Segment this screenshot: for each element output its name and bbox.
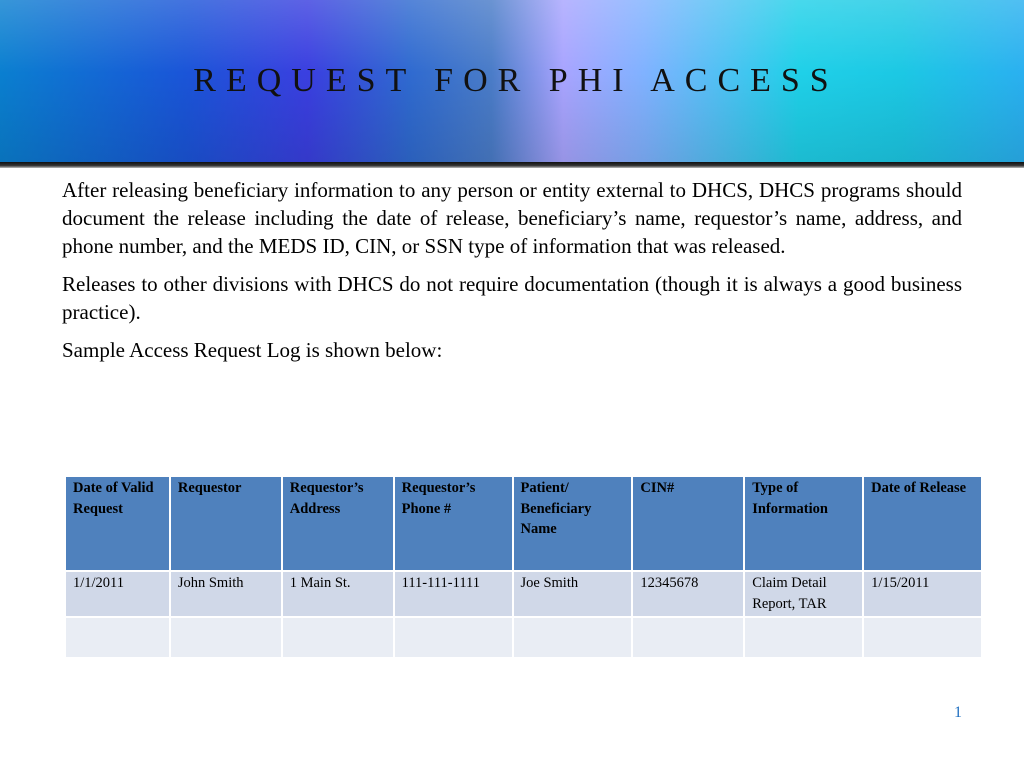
table-cell: [170, 617, 282, 658]
paragraph-sample-log-intro: Sample Access Request Log is shown below:: [62, 338, 443, 362]
table-cell: [66, 617, 170, 658]
body-text: [62, 176, 962, 374]
table-cell: 12345678: [632, 571, 744, 617]
header-requestor-address: Requestor’s Address: [282, 477, 394, 571]
table-cell: [394, 617, 513, 658]
table-cell: 111-111-1111: [394, 571, 513, 617]
table-row: [66, 571, 982, 617]
page-number: 1: [954, 704, 962, 721]
table-cell: Claim Detail Report, TAR: [744, 571, 863, 617]
header-beneficiary-name: Patient/ Beneficiary Name: [513, 477, 633, 571]
header-date-of-valid-request: Date of Valid Request: [66, 477, 170, 571]
header-requestor: Requestor: [170, 477, 282, 571]
table-cell: [282, 617, 394, 658]
table-cell: 1 Main St.: [282, 571, 394, 617]
table-cell: [632, 617, 744, 658]
table-cell: [513, 617, 633, 658]
header-requestor-phone: Requestor’s Phone #: [394, 477, 513, 571]
table-cell: [863, 617, 982, 658]
table-cell: [744, 617, 863, 658]
slide-title: REQUEST FOR PHI ACCESS: [193, 62, 839, 99]
table-row: [66, 617, 982, 658]
header-type-of-information: Type of Information: [744, 477, 863, 571]
table-header-row: [66, 477, 982, 571]
header-date-of-release: Date of Release: [863, 477, 982, 571]
header-cin: CIN#: [632, 477, 744, 571]
table-cell: John Smith: [170, 571, 282, 617]
paragraph-internal-releases: Releases to other divisions with DHCS do not require documentation (though it is always a good business practice).: [62, 272, 962, 324]
title-banner: [0, 0, 1024, 162]
paragraph-release-documentation: After releasing beneficiary information to any person or entity external to DHCS, DHCS programs should document the release including the date of release, beneficiary’s name, requestor’s name, address, and phone number, and the MEDS ID, CIN, or SSN type of information that was released.: [62, 178, 962, 258]
table-cell: 1/1/2011: [66, 571, 170, 617]
table-cell: 1/15/2011: [863, 571, 982, 617]
table-cell: Joe Smith: [513, 571, 633, 617]
access-request-log-table: [66, 477, 983, 659]
